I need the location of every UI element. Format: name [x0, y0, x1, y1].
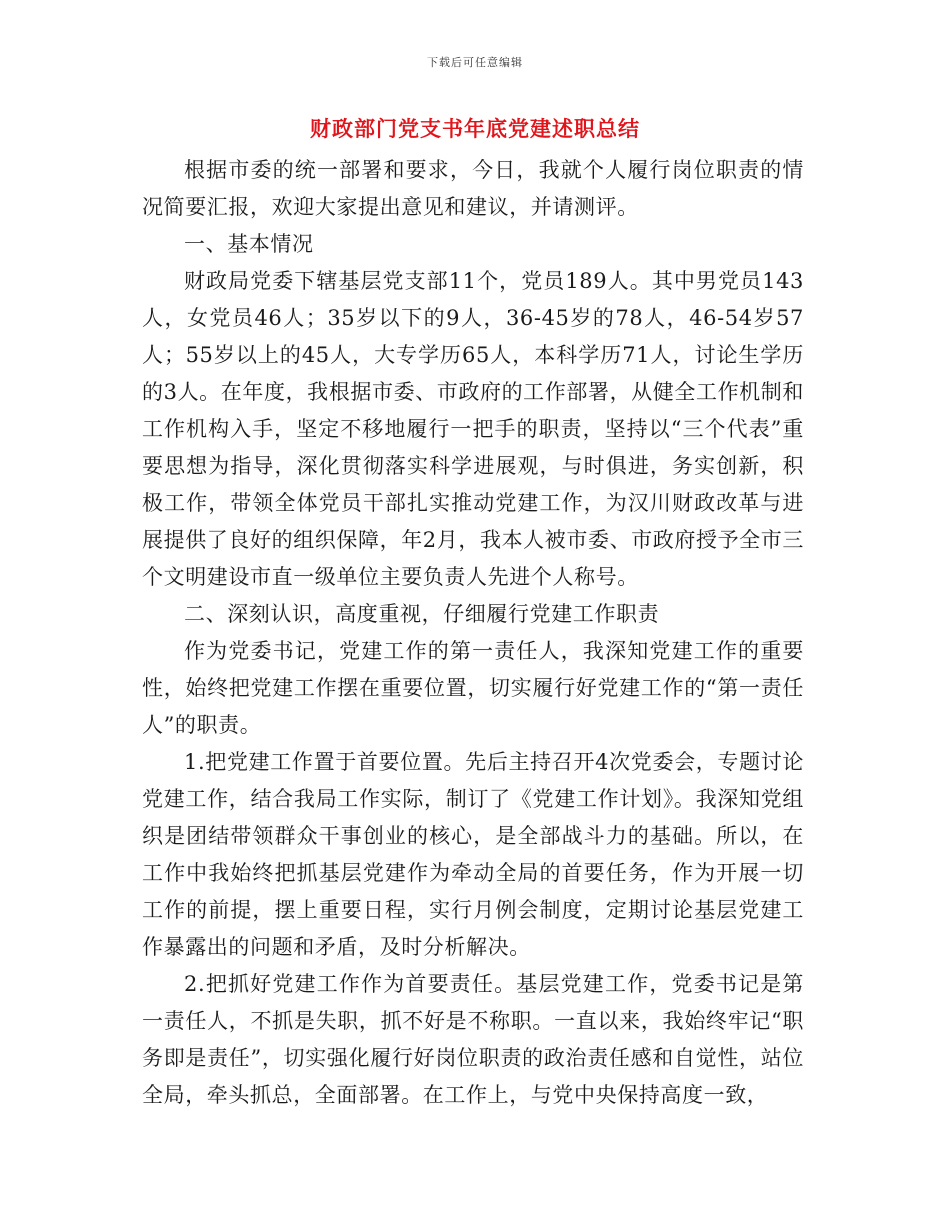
paragraph-item-2: 2.把抓好党建工作作为首要责任。基层党建工作，党委书记是第一责任人，不抓是失职，抓不好是不称职。一直以来，我始终牢记“职务即是责任”，切实强化履行好岗位职责的政治责任感和自觉性，站位全局，牵头抓总，全面部署。在工作上，与党中央保持高度一致， — [142, 972, 804, 1107]
section-heading-duties: 二、深刻认识，高度重视，仔细履行党建工作职责 — [184, 602, 660, 626]
paragraph-item-1: 1.把党建工作置于首要位置。先后主持召开4次党委会，专题讨论党建工作，结合我局工作实际，制订了《党建工作计划》。我深知党组织是团结带领群众干事创业的核心，是全部战斗力的基础。所以，在工作中我始终把抓基层党建作为牵动全局的首要任务，作为开展一切工作的前提，摆上重要日程，实行月例会制度，定期讨论基层党建工作暴露出的问题和矛盾，及时分析解决。 — [142, 750, 804, 959]
section-heading-basic: 一、基本情况 — [184, 232, 314, 256]
paragraph-duties: 作为党委书记，党建工作的第一责任人，我深知党建工作的重要性，始终把党建工作摆在重要位置，切实履行好党建工作的“第一责任人”的职责。 — [142, 639, 804, 737]
header-note: 下载后可任意编辑 — [427, 56, 523, 69]
paragraph-intro: 根据市委的统一部署和要求，今日，我就个人履行岗位职责的情况简要汇报，欢迎大家提出意见和建议，并请测评。 — [142, 158, 804, 219]
document-title: 财政部门党支书年底党建述职总结 — [310, 116, 640, 141]
paragraph-basic-situation: 财政局党委下辖基层党支部11个，党员189人。其中男党员143人，女党员46人；35岁以下的9人，36-45岁的78人，46-54岁57人；55岁以上的45人，大专学历65人，本科学历71人，讨论生学历的3人。在年度，我根据市委、市政府的工作部署，从健全工作机制和工作机构入手，坚定不移地履行一把手的职责，坚持以“三个代表”重要思想为指导，深化贯彻落实科学进展观，与时俱进，务实创新，积极工作，带领全体党员干部扎实推动党建工作，为汉川财政改革与进展提供了良好的组织保障，年2月，我本人被市委、市政府授予全市三个文明建设市直一级单位主要负责人先进个人称号。 — [142, 269, 804, 589]
document-body — [142, 152, 804, 1114]
